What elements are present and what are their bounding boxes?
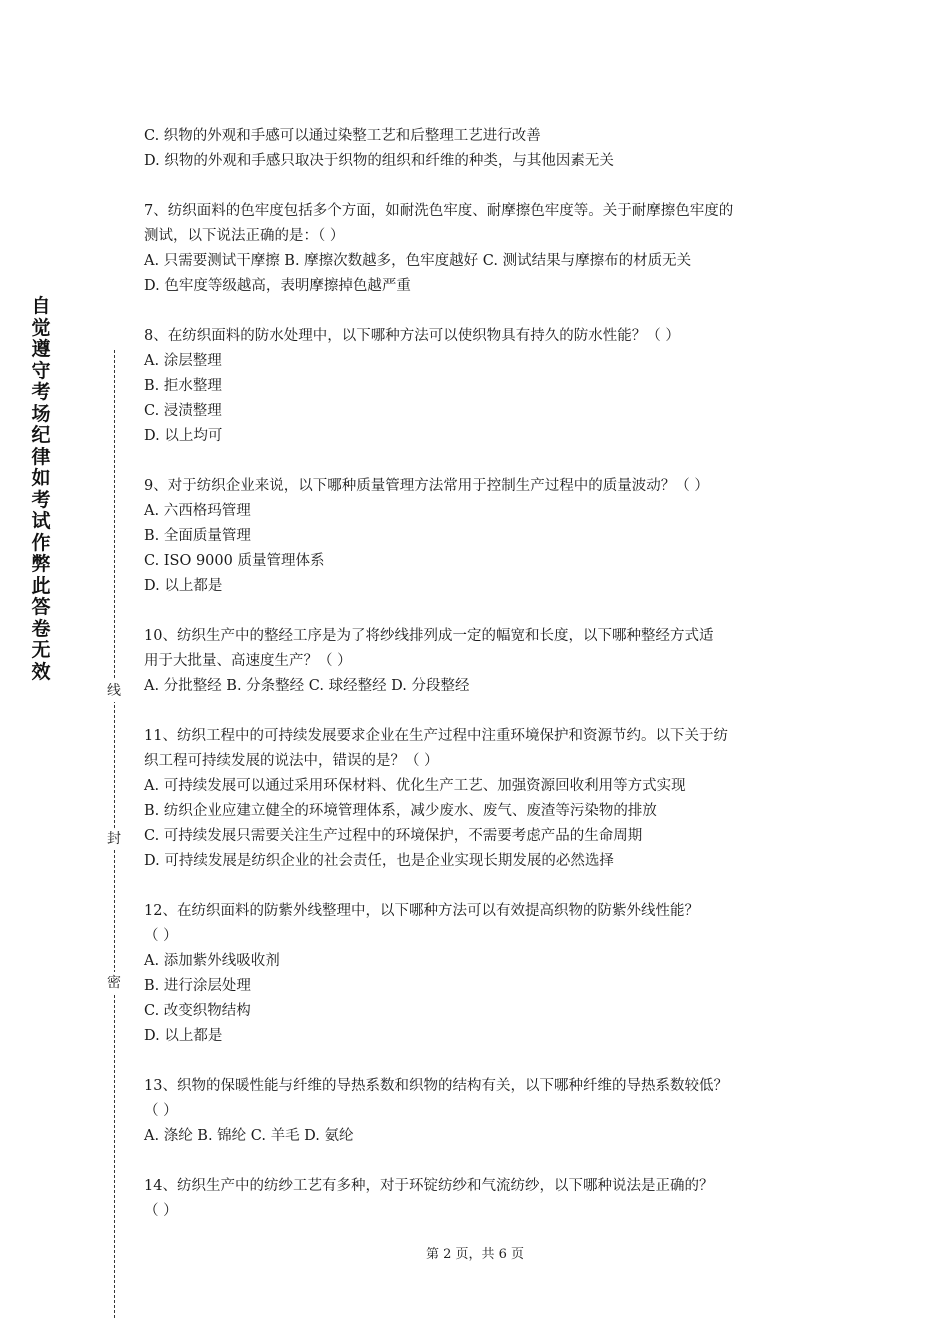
side-note-char: 律 [31, 445, 51, 468]
answer-option: D. 可持续发展是纺织企业的社会责任，也是企业实现长期发展的必然选择 [144, 853, 614, 869]
answer-option: B. 纺织企业应建立健全的环境管理体系，减少废水、废气、废渣等污染物的排放 [144, 803, 657, 819]
question-list [144, 174, 820, 1224]
question-gap [144, 1149, 820, 1174]
question-block [144, 624, 820, 699]
answer-option: A. 分批整经 B. 分条整经 C. 球经整经 D. 分段整经 [144, 678, 470, 694]
answer-option: A. 涂层整理 [144, 353, 222, 369]
question-block [144, 199, 820, 299]
answer-option: A. 可持续发展可以通过采用环保材料、优化生产工艺、加强资源回收利用等方式实现 [144, 778, 686, 794]
side-note-char: 纪 [31, 424, 51, 446]
question-gap [144, 1049, 820, 1074]
question-block [144, 474, 820, 599]
question-block [144, 899, 820, 1049]
answer-option: D. 以上都是 [144, 578, 223, 594]
side-note-char: 卷 [31, 617, 51, 640]
question-stem: 13、织物的保暖性能与纤维的导热系数和织物的结构有关，以下哪种纤维的导热系数较低？ [144, 1078, 728, 1094]
question-stem: （ ） [144, 1203, 178, 1219]
answer-option: A. 六西格玛管理 [144, 503, 251, 519]
side-note-char: 考 [31, 488, 51, 511]
question-stem: 12、在纺织面料的防紫外线整理中，以下哪种方法可以有效提高织物的防紫外线性能？ [144, 903, 699, 919]
question-gap [144, 299, 820, 324]
answer-option: A. 添加紫外线吸收剂 [144, 953, 280, 969]
question-gap [144, 174, 820, 199]
answer-option: C. 浸渍整理 [144, 403, 222, 419]
question-stem: 10、纺织生产中的整经工序是为了将纱线排列成一定的幅宽和长度，以下哪种整经方式适 [144, 628, 714, 644]
question-stem: 14、纺织生产中的纺纱工艺有多种，对于环锭纺纱和气流纺纱，以下哪种说法是正确的？ [144, 1178, 714, 1194]
side-note-char: 作 [31, 531, 51, 554]
carryover-option-d: D. 织物的外观和手感只取决于织物的组织和纤维的种类，与其他因素无关 [144, 153, 614, 169]
exam-discipline-notice [30, 296, 52, 683]
question-stem: 9、对于纺织企业来说，以下哪种质量管理方法常用于控制生产过程中的质量波动？（ ） [144, 478, 709, 494]
question-stem: （ ） [144, 928, 178, 944]
question-stem: 织工程可持续发展的说法中，错误的是？（ ） [144, 753, 439, 769]
answer-option: B. 全面质量管理 [144, 528, 251, 544]
side-note-char: 守 [31, 359, 51, 382]
binding-mark-mi: 密 [103, 972, 125, 994]
question-block [144, 1174, 820, 1224]
answer-option: A. 只需要测试干摩擦 B. 摩擦次数越多，色牢度越好 C. 测试结果与摩擦布的材质无关 [144, 253, 692, 269]
question-stem: （ ） [144, 1103, 178, 1119]
binding-mark-feng: 封 [103, 828, 125, 850]
page-footer: 第 2 页，共 6 页 [425, 1247, 525, 1262]
answer-option: C. 可持续发展只需要关注生产过程中的环境保护，不需要考虑产品的生命周期 [144, 828, 643, 844]
binding-mark-xian: 线 [103, 680, 125, 702]
question-block [144, 724, 820, 874]
question-stem: 测试，以下说法正确的是：（ ） [144, 228, 345, 244]
answer-option: B. 进行涂层处理 [144, 978, 251, 994]
answer-option: B. 拒水整理 [144, 378, 222, 394]
answer-option: C. 改变织物结构 [144, 1003, 251, 1019]
side-note-char: 试 [31, 510, 51, 532]
question-stem: 7、纺织面料的色牢度包括多个方面，如耐洗色牢度、耐摩擦色牢度等。关于耐摩擦色牢度的 [144, 203, 734, 219]
question-gap [144, 699, 820, 724]
side-note-char: 弊 [31, 553, 51, 575]
question-content [144, 124, 820, 1224]
question-gap [144, 449, 820, 474]
question-gap [144, 599, 820, 624]
question-stem: 11、纺织工程中的可持续发展要求企业在生产过程中注重环境保护和资源节约。以下关于纺 [144, 728, 728, 744]
question-block [144, 324, 820, 449]
question-gap [144, 874, 820, 899]
side-note-char: 考 [31, 381, 51, 403]
side-note-char: 效 [31, 660, 51, 683]
answer-option: D. 以上都是 [144, 1028, 223, 1044]
side-note-char: 场 [31, 402, 51, 425]
question-stem: 8、在纺织面料的防水处理中，以下哪种方法可以使织物具有持久的防水性能？（ ） [144, 328, 680, 344]
carryover-option-c: C. 织物的外观和手感可以通过染整工艺和后整理工艺进行改善 [144, 128, 541, 144]
side-note-char: 此 [31, 574, 51, 597]
answer-option: C. ISO 9000 质量管理体系 [144, 553, 325, 569]
side-note-char: 如 [31, 467, 51, 489]
question-block [144, 1074, 820, 1149]
answer-option: A. 涤纶 B. 锦纶 C. 羊毛 D. 氨纶 [144, 1128, 354, 1144]
side-note-char: 答 [31, 596, 51, 618]
side-note-char: 无 [31, 639, 51, 661]
side-note-char: 觉 [31, 316, 51, 339]
question-stem: 用于大批量、高速度生产？（ ） [144, 653, 352, 669]
answer-option: D. 色牢度等级越高，表明摩擦掉色越严重 [144, 278, 411, 294]
side-note-char: 自 [31, 295, 51, 317]
answer-option: D. 以上均可 [144, 428, 223, 444]
side-note-char: 遵 [31, 338, 51, 360]
